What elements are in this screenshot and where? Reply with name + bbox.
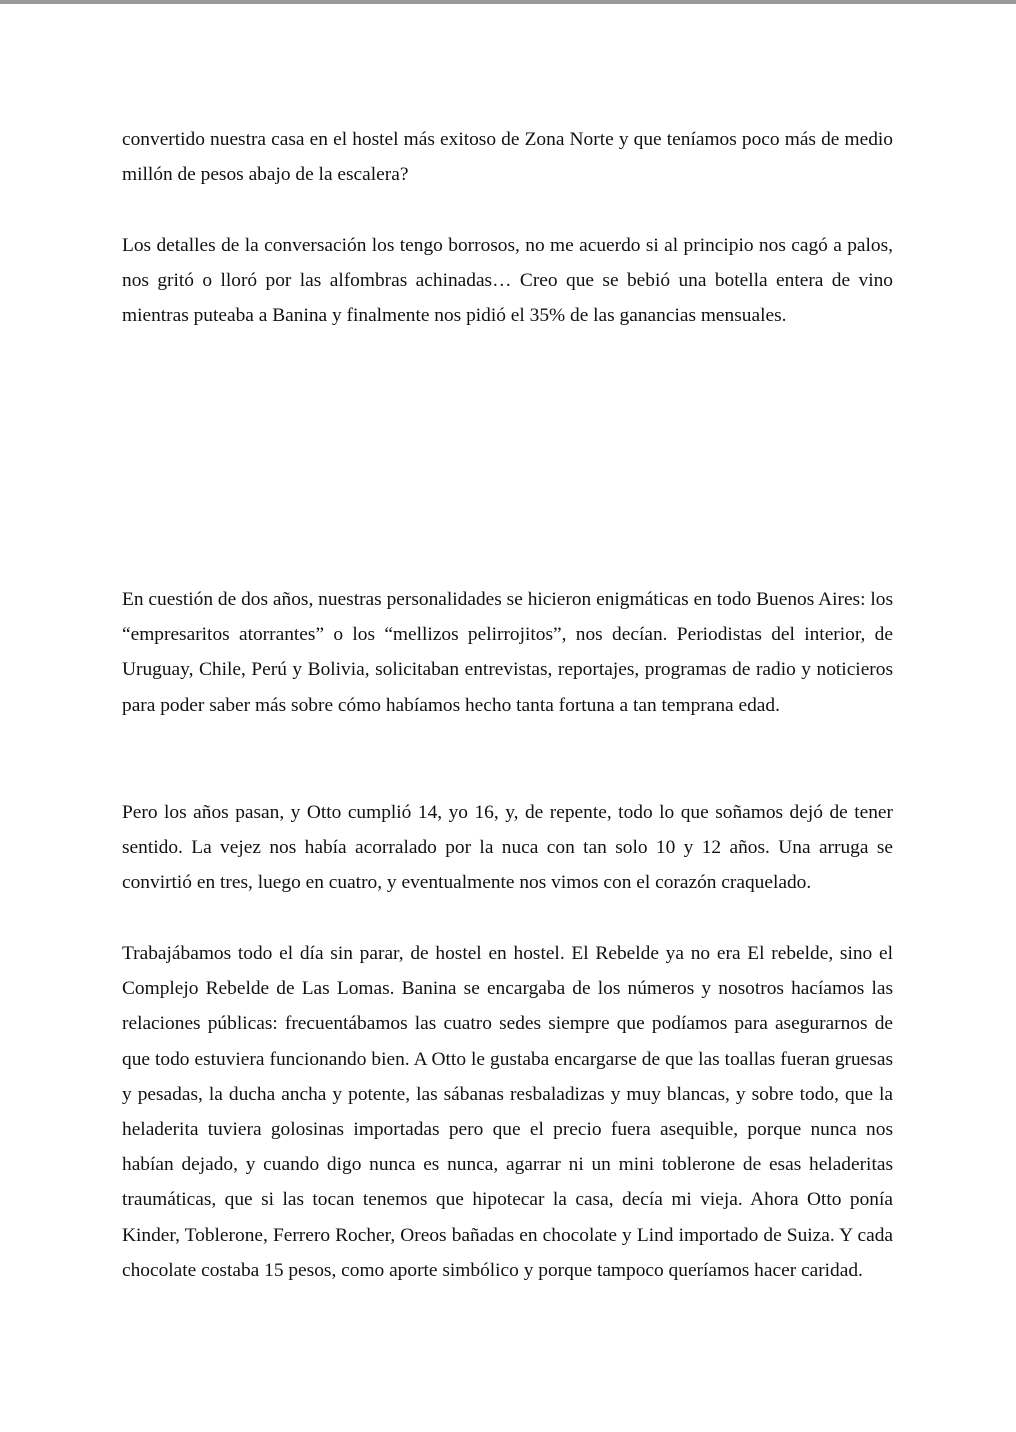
paragraph-5: Trabajábamos todo el día sin parar, de hostel en hostel. El Rebelde ya no era El rebelde, sino el Complejo Rebelde de Las Lomas. Banina se encargaba de los números y nosotros hacíamos las relaciones públicas: frecuentábamos las cuatro sedes siempre que podíamos para asegurarnos de que todo estuviera funcionando bien. A Otto le gustaba encargarse de que las toallas fueran gruesas y pesadas, la ducha ancha y potente, las sábanas resbaladizas y muy blancas, y sobre todo, que la heladerita tuviera golosinas importadas pero que el precio fuera asequible, porque nunca nos habían dejado, y cuando digo nunca es nunca, agarrar ni un mini toblerone de esas heladeritas traumáticas, que si las tocan tenemos que hipotecar la casa, decía mi vieja. Ahora Otto ponía Kinder, Toblerone, Ferrero Rocher, Oreos bañadas en chocolate y Lind importado de Suiza. Y cada chocolate costaba 15 pesos, como aporte simbólico y porque tampoco queríamos hacer caridad. [122,943,893,1281]
paragraph-2: Los detalles de la conversación los tengo borrosos, no me acuerdo si al principio nos cagó a palos, nos gritó o lloró por las alfombras achinadas… Creo que se bebió una botella entera de vino mientras puteaba a Banina y finalmente nos pidió el 35% de las ganancias mensuales. [122,235,893,327]
paragraph-4: Pero los años pasan, y Otto cumplió 14, yo 16, y, de repente, todo lo que soñamos dejó de tener sentido. La vejez nos había acorralado por la nuca con tan solo 10 y 12 años. Una arruga se convirtió en tres, luego en cuatro, y eventualmente nos vimos con el corazón craquelado. [122,802,893,894]
top-border [0,0,1016,4]
paragraph-3: En cuestión de dos años, nuestras personalidades se hicieron enigmáticas en todo Buenos Aires: los “empresaritos atorrantes” o los “mellizos pelirrojitos”, nos decían. Periodistas del interior, de Uruguay, Chile, Perú y Bolivia, solicitaban entrevistas, reportajes, programas de radio y noticieros para poder saber más sobre cómo habíamos hecho tanta fortuna a tan temprana edad. [122,589,893,716]
paragraph-1: convertido nuestra casa en el hostel más exitoso de Zona Norte y que teníamos poco más de medio millón de pesos abajo de la escalera? [122,129,893,186]
document-page [122,120,893,1320]
